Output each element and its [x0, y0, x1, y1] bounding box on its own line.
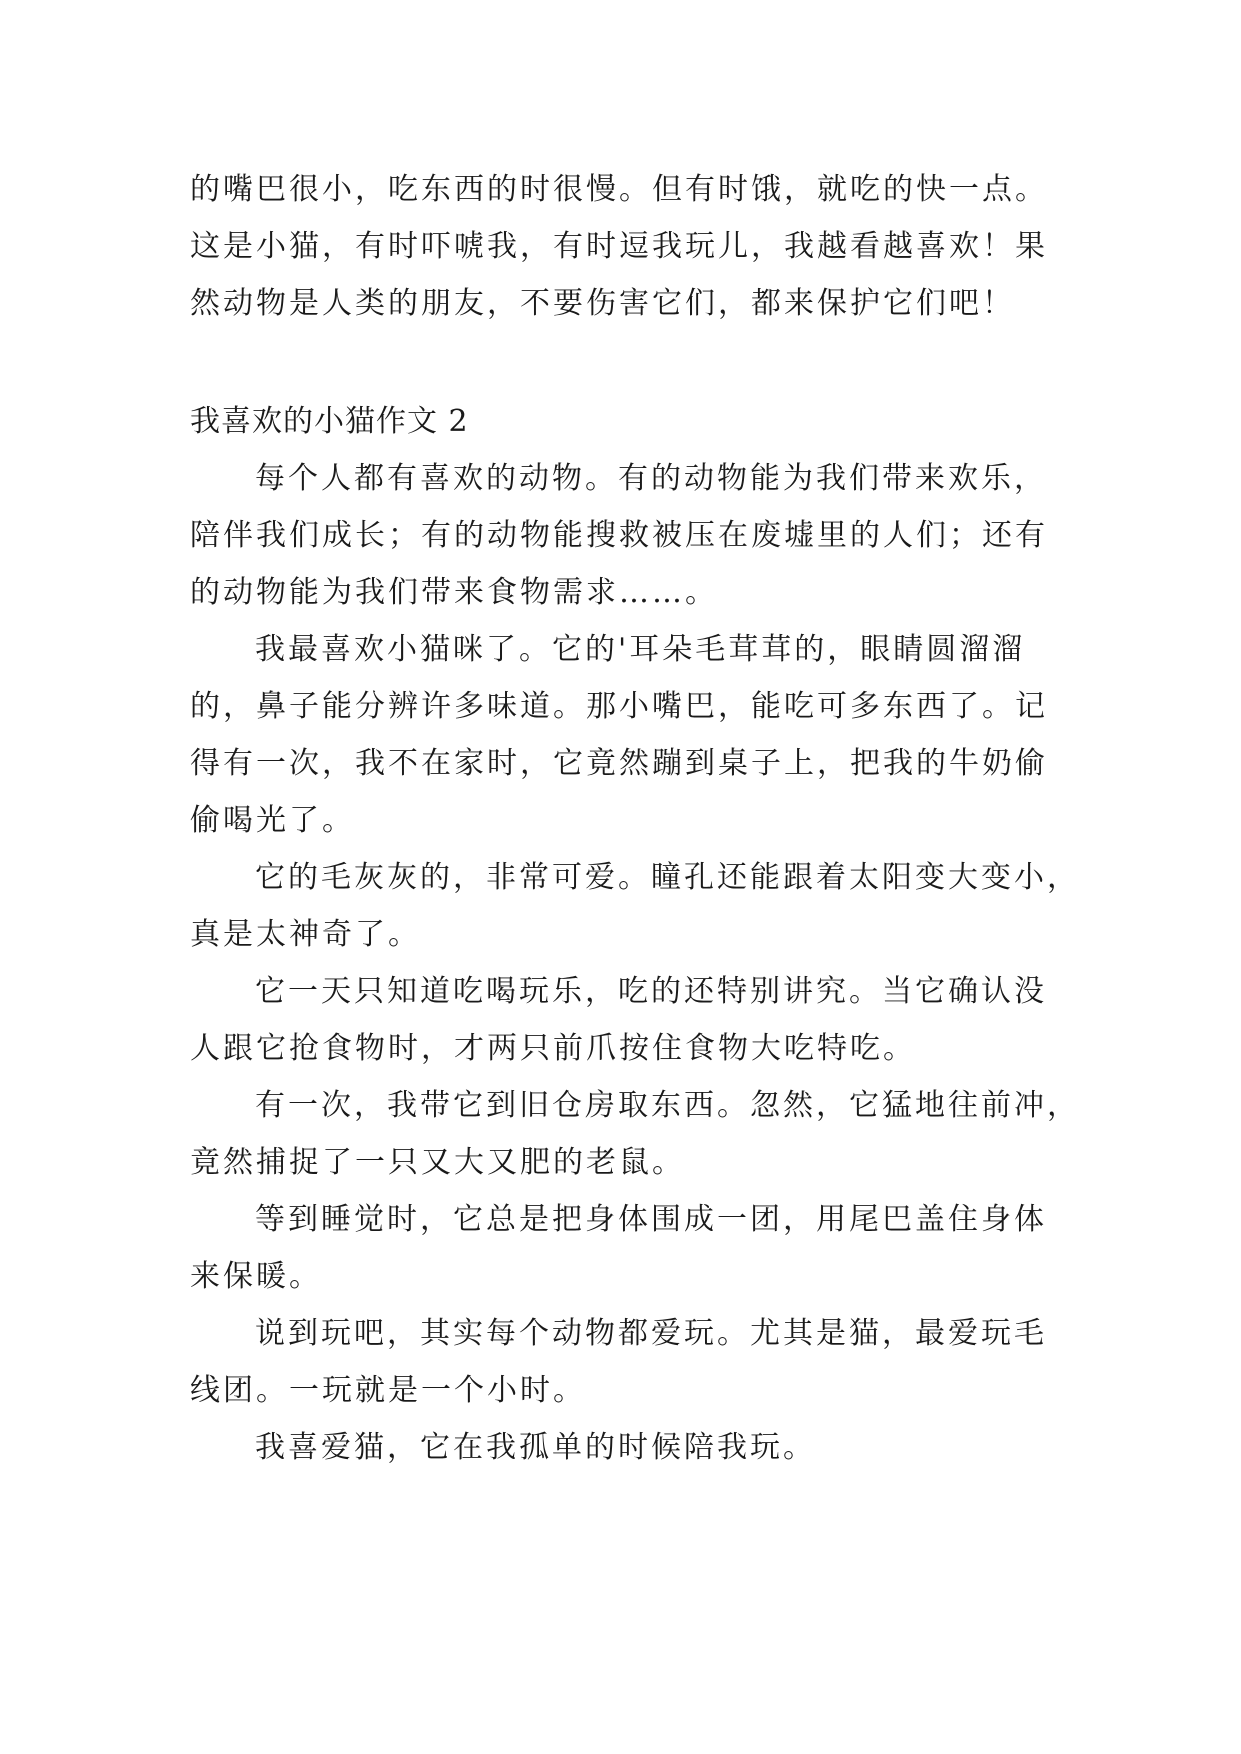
- paragraph-line: 我喜爱猫，它在我孤单的时候陪我玩。: [255, 1430, 816, 1465]
- paragraph-line: 然动物是人类的朋友，不要伤害它们，都来保护它们吧！: [190, 286, 1015, 321]
- paragraph-line: 竟然捕捉了一只又大又肥的老鼠。: [190, 1145, 685, 1180]
- paragraph-line: 它一天只知道吃喝玩乐，吃的还特别讲究。当它确认没: [255, 974, 1047, 1009]
- paragraph-line: 的，鼻子能分辨许多味道。那小嘴巴，能吃可多东西了。记: [190, 689, 1048, 724]
- paragraph-line: 这是小猫，有时吓唬我，有时逗我玩儿，我越看越喜欢！果: [190, 229, 1048, 264]
- paragraph-line: 的嘴巴很小，吃东西的时很慢。但有时饿，就吃的快一点。: [190, 172, 1048, 207]
- paragraph-line: 真是太神奇了。: [190, 917, 421, 952]
- paragraph-line: 偷喝光了。: [190, 803, 355, 838]
- paragraph-line: 有一次，我带它到旧仓房取东西。忽然，它猛地往前冲，: [255, 1088, 1080, 1123]
- paragraph-line: 等到睡觉时，它总是把身体围成一团，用尾巴盖住身体: [255, 1202, 1047, 1237]
- paragraph-line: 来保暖。: [190, 1259, 322, 1294]
- paragraph-line: 它的毛灰灰的，非常可爱。瞳孔还能跟着太阳变大变小，: [255, 860, 1080, 895]
- paragraph-line: 人跟它抢食物时，才两只前爪按住食物大吃特吃。: [190, 1031, 916, 1066]
- paragraph-line: 的动物能为我们带来食物需求……。: [190, 575, 718, 610]
- paragraph-line: 陪伴我们成长；有的动物能搜救被压在废墟里的人们；还有: [190, 518, 1048, 553]
- paragraph-line: 我最喜欢小猫咪了。它的'耳朵毛茸茸的，眼睛圆溜溜: [255, 632, 1026, 667]
- paragraph-line: 得有一次，我不在家时，它竟然蹦到桌子上，把我的牛奶偷: [190, 746, 1048, 781]
- section-heading: 我喜欢的小猫作文 2: [190, 404, 469, 439]
- paragraph-line: 每个人都有喜欢的动物。有的动物能为我们带来欢乐，: [255, 461, 1047, 496]
- paragraph-line: 线团。一玩就是一个小时。: [190, 1373, 586, 1408]
- paragraph-line: 说到玩吧，其实每个动物都爱玩。尤其是猫，最爱玩毛: [255, 1316, 1047, 1351]
